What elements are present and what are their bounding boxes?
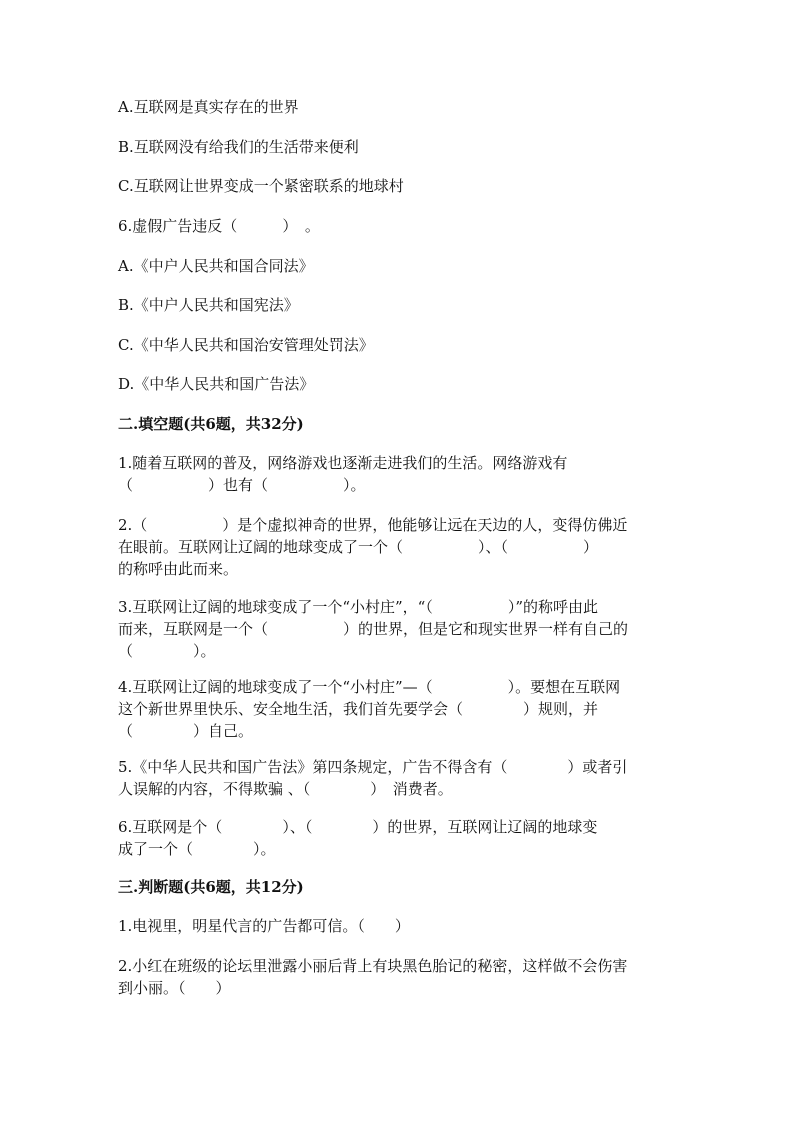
fill-question-5-line-2: 人误解的内容，不得欺骗 、（ ） 消费者。: [118, 780, 453, 798]
option-6d: D.《中华人民共和国广告法》: [118, 375, 315, 393]
fill-question-1-line-2: （ ）也有（ ）。: [118, 476, 366, 494]
judge-question-2-line-2: 到小丽。（ ）: [118, 979, 231, 997]
fill-question-3-line-2: 而来，互联网是一个（ ）的世界，但是它和现实世界一样有自己的: [118, 620, 629, 638]
fill-question-5-line-1: 5.《中华人民共和国广告法》第四条规定，广告不得含有（ ）或者引: [118, 758, 628, 776]
fill-question-4-line-3: （ ）自己。: [118, 722, 254, 740]
option-5c: C.互联网让世界变成一个紧密联系的地球村: [118, 177, 404, 195]
option-5b: B.互联网没有给我们的生活带来便利: [118, 138, 359, 156]
fill-question-4-line-2: 这个新世界里快乐、安全地生活，我们首先要学会（ ）规则，并: [118, 700, 599, 718]
fill-question-3-line-3: （ ）。: [118, 642, 216, 660]
fill-question-3-line-1: 3.互联网让辽阔的地球变成了一个“小村庄”，“（ ）”的称呼由此: [118, 598, 598, 616]
judge-question-1: 1.电视里，明星代言的广告都可信。（ ）: [118, 917, 410, 935]
fill-question-6-line-2: 成了一个（ ）。: [118, 840, 276, 858]
option-6a: A.《中户人民共和国合同法》: [118, 257, 314, 275]
fill-question-2-line-2: 在眼前。互联网让辽阔的地球变成了一个（ ）、（ ）: [118, 538, 599, 556]
section-heading-fill-blank: 二.填空题(共6题，共32分): [118, 415, 304, 433]
question-6: 6.虚假广告违反（ ） 。: [118, 217, 320, 235]
fill-question-1-line-1: 1.随着互联网的普及，网络游戏也逐渐走进我们的生活。网络游戏有: [118, 454, 568, 472]
option-6b: B.《中户人民共和国宪法》: [118, 296, 299, 314]
section-heading-true-false: 三.判断题(共6题，共12分): [118, 878, 304, 896]
fill-question-2-line-3: 的称呼由此而来。: [118, 560, 239, 578]
fill-question-4-line-1: 4.互联网让辽阔的地球变成了一个“小村庄”—（ ）。要想在互联网: [118, 678, 621, 696]
option-6c: C.《中华人民共和国治安管理处罚法》: [118, 336, 374, 354]
judge-question-2-line-1: 2.小红在班级的论坛里泄露小丽后背上有块黑色胎记的秘密，这样做不会伤害: [118, 957, 628, 975]
fill-question-6-line-1: 6.互联网是个（ ）、（ ）的世界，互联网让辽阔的地球变: [118, 818, 598, 836]
option-5a: A.互联网是真实存在的世界: [118, 98, 299, 116]
fill-question-2-line-1: 2.（ ）是个虚拟神奇的世界，他能够让远在天边的人，变得仿佛近: [118, 516, 628, 534]
